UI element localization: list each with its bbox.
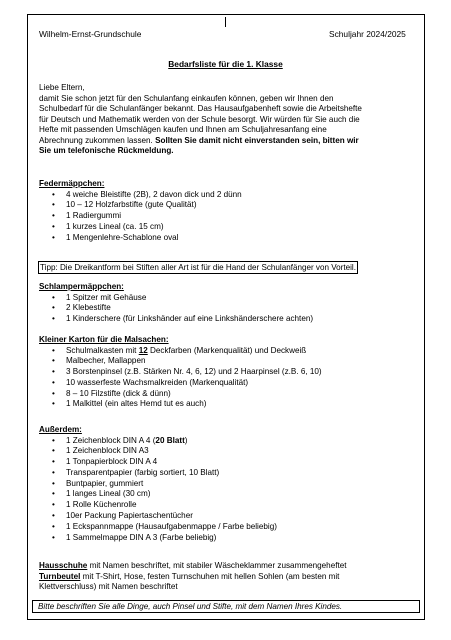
bag-line (39, 572, 347, 583)
list-item: • 1 kurzes Lineal (ca. 15 cm) (39, 222, 242, 233)
shoes-bag-notes (39, 561, 347, 593)
shoes-line (39, 561, 347, 572)
list-item (39, 346, 322, 357)
item-text: Schulmalkasten mit (66, 345, 139, 355)
school-year: Schuljahr 2024/2025 (329, 29, 406, 39)
section-malsachen (39, 335, 322, 410)
list-item: • 1 Radiergummi (39, 211, 242, 222)
list-item: • 1 Zeichenblock DIN A3 (39, 446, 277, 457)
intro-text (39, 83, 362, 157)
item-list (39, 190, 242, 244)
list-item: • 10 – 12 Holzfarbstifte (gute Qualität) (39, 200, 242, 211)
intro-line-normal: Abrechnung zukommen lassen. (39, 135, 156, 145)
list-item: • 1 Spitzer mit Gehäuse (39, 293, 313, 304)
list-item: • 8 – 10 Filzstifte (dick & dünn) (39, 389, 322, 400)
section-federmaeppchen (39, 179, 242, 243)
intro-line-bold: Sollten Sie damit nicht einverstanden sein, bitten wir (155, 135, 359, 145)
section-heading: Kleiner Karton für die Malsachen: (39, 335, 169, 344)
list-item: • 1 langes Lineal (30 cm) (39, 489, 277, 500)
item-list (39, 346, 322, 411)
section-heading: Schlampermäppchen: (39, 282, 124, 291)
intro-line (39, 136, 362, 147)
bag-label: Turnbeutel (39, 571, 81, 581)
intro-bold-line: Sie um telefonische Rückmeldung. (39, 146, 174, 155)
item-text: ) (184, 435, 188, 445)
greeting: Liebe Eltern, (39, 83, 85, 92)
shoes-label: Hausschuhe (39, 561, 88, 570)
school-name: Wilhelm-Ernst-Grundschule (39, 29, 142, 39)
intro-line: damit Sie schon jetzt für den Schulanfang einkaufen können, geben wir Ihnen den (39, 93, 334, 103)
list-item: • 1 Rolle Küchenrolle (39, 500, 277, 511)
item-list (39, 436, 277, 544)
list-item: • Transparentpapier (farbig sortiert, 10 Blatt) (39, 468, 277, 479)
item-text: Deckfarben (Markenqualität) und Deckweiß (147, 345, 307, 355)
list-item: • 2 Klebestifte (39, 303, 313, 314)
section-heading: Außerdem: (39, 425, 82, 434)
footer-note: Bitte beschriften Sie alle Dinge, auch Pinsel und Stifte, mit dem Namen Ihres Kindes. (32, 600, 420, 613)
intro-line: Hefte mit passenden Umschlägen kaufen und Ihnen am Schuljahresanfang eine (39, 125, 327, 134)
list-item: • 1 Mengenlehre-Schablone oval (39, 233, 242, 244)
intro-line: Schulbedarf für die Schulanfänger bekannt. Das Hausaufgabenheft sowie die Arbeitshefte (39, 104, 362, 113)
page-title: Bedarfsliste für die 1. Klasse (168, 59, 283, 69)
list-item: • 10er Packung Papiertaschentücher (39, 511, 277, 522)
item-number: 12 (138, 345, 148, 355)
item-bold: 20 Blatt (155, 435, 185, 445)
list-item: • 1 Tonpapierblock DIN A 4 (39, 457, 277, 468)
text-cursor (225, 17, 226, 27)
list-item: • Malbecher, Mallappen (39, 356, 322, 367)
item-list (39, 293, 313, 325)
list-item: • 3 Borstenpinsel (z.B. Stärken Nr. 4, 6, 12) und 2 Haarpinsel (z.B. 6, 10) (39, 367, 322, 378)
list-item: • 4 weiche Bleistifte (2B), 2 davon dick und 2 dünn (39, 190, 242, 201)
intro-line: für Deutsch und Mathematik werden von der Schule besorgt. Wir würden für Sie auch die (39, 114, 360, 124)
item-text: 1 Zeichenblock DIN A 4 ( (66, 435, 156, 445)
list-item: • Buntpapier, gummiert (39, 479, 277, 490)
section-ausserdem (39, 425, 277, 543)
list-item: • 10 wasserfeste Wachsmalkreiden (Markenqualität) (39, 378, 322, 389)
list-item: • 1 Eckspannmappe (Hausaufgabenmappe / Farbe beliebig) (39, 522, 277, 533)
shoes-text: mit Namen beschriftet, mit stabiler Wäscheklammer zusammengeheftet (87, 561, 347, 570)
list-item: • 1 Sammelmappe DIN A 3 (Farbe beliebig) (39, 533, 277, 544)
tip-box: Tipp: Die Dreikantform bei Stiften aller Art ist für die Hand der Schulanfänger von Vorteil. (40, 263, 356, 272)
list-item: • 1 Kinderschere (für Linkshänder auf eine Linkshänderschere achten) (39, 314, 313, 325)
section-schlampermaeppchen (39, 282, 313, 325)
section-heading: Federmäppchen: (39, 179, 105, 188)
bag-line-2: Klettverschluss) mit Namen beschriftet (39, 582, 178, 591)
list-item: • 1 Malkittel (ein altes Hemd tut es auch) (39, 399, 322, 410)
list-item (39, 436, 277, 447)
bag-text: mit T-Shirt, Hose, festen Turnschuhen mit hellen Sohlen (am besten mit (80, 571, 340, 581)
